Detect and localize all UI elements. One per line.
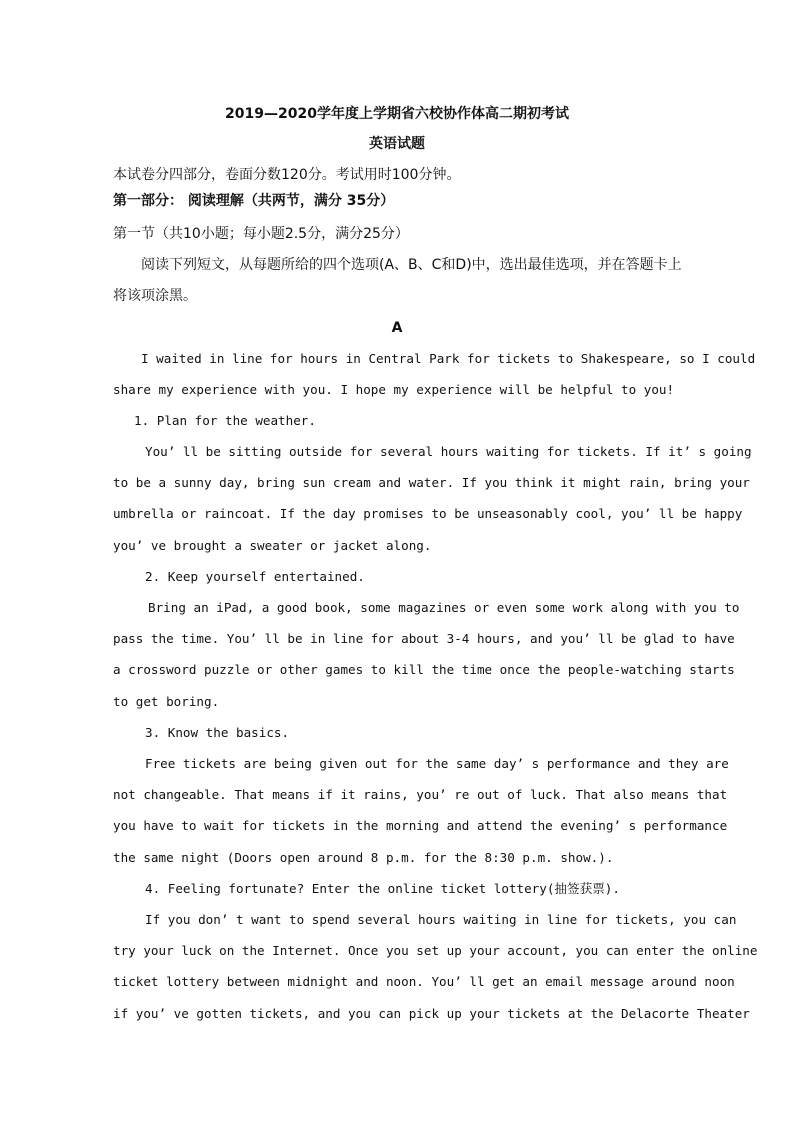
- passage-line: you have to wait for tickets in the morning and attend the evening’ s performance: [113, 818, 728, 833]
- exam-title: 2019—2020学年度上学期省六校协作体高二期初考试: [225, 106, 569, 122]
- passage-line: the same night (Doors open around 8 p.m. for the 8:30 p.m. show.).: [113, 850, 614, 865]
- passage-heading: 2. Keep yourself entertained.: [145, 569, 365, 584]
- passage-line: you’ ve brought a sweater or jacket along.: [113, 538, 432, 553]
- passage-line: umbrella or raincoat. If the day promises to be unseasonably cool, you’ ll be happy: [113, 506, 743, 521]
- instruction-line-2: 将该项涂黑。: [113, 288, 197, 304]
- passage-line: to be a sunny day, bring sun cream and water. If you think it might rain, bring your: [113, 475, 750, 490]
- passage-line: share my experience with you. I hope my experience will be helpful to you!: [113, 382, 675, 397]
- part-title: 第一部分： 阅读理解（共两节，满分 35分）: [113, 193, 395, 209]
- passage-line: to get boring.: [113, 694, 220, 709]
- passage-line: try your luck on the Internet. Once you set up your account, you can enter the online: [113, 943, 758, 958]
- section-title: 第一节（共10小题；每小题2.5分，满分25分）: [113, 226, 409, 242]
- passage-line: Bring an iPad, a good book, some magazines or even some work along with you to: [148, 600, 740, 615]
- passage-line: If you don’ t want to spend several hours waiting in line for tickets, you can: [145, 912, 737, 927]
- passage-line: if you’ ve gotten tickets, and you can pick up your tickets at the Delacorte Theater: [113, 1006, 750, 1021]
- passage-label: A: [391, 320, 403, 336]
- passage-line: pass the time. You’ ll be in line for about 3-4 hours, and you’ ll be glad to have: [113, 631, 735, 646]
- passage-line: You’ ll be sitting outside for several hours waiting for tickets. If it’ s going: [145, 444, 752, 459]
- exam-subtitle: 英语试题: [369, 136, 425, 152]
- passage-line: ticket lottery between midnight and noon. You’ ll get an email message around noon: [113, 974, 735, 989]
- passage-heading: 4. Feeling fortunate? Enter the online ticket lottery(抽签获票).: [145, 881, 620, 896]
- passage-line: Free tickets are being given out for the same day’ s performance and they are: [145, 756, 729, 771]
- passage-line: a crossword puzzle or other games to kill the time once the people-watching starts: [113, 662, 735, 677]
- passage-heading: 1. Plan for the weather.: [134, 413, 316, 428]
- instruction-line-1: 阅读下列短文，从每题所给的四个选项(A、B、C和D)中，选出最佳选项，并在答题卡上: [141, 257, 682, 273]
- passage-line: I waited in line for hours in Central Park for tickets to Shakespeare, so I could: [141, 351, 756, 366]
- exam-info: 本试卷分四部分，卷面分数120分。考试用时100分钟。: [113, 167, 461, 183]
- passage-heading: 3. Know the basics.: [145, 725, 290, 740]
- passage-line: not changeable. That means if it rains, you’ re out of luck. That also means that: [113, 787, 728, 802]
